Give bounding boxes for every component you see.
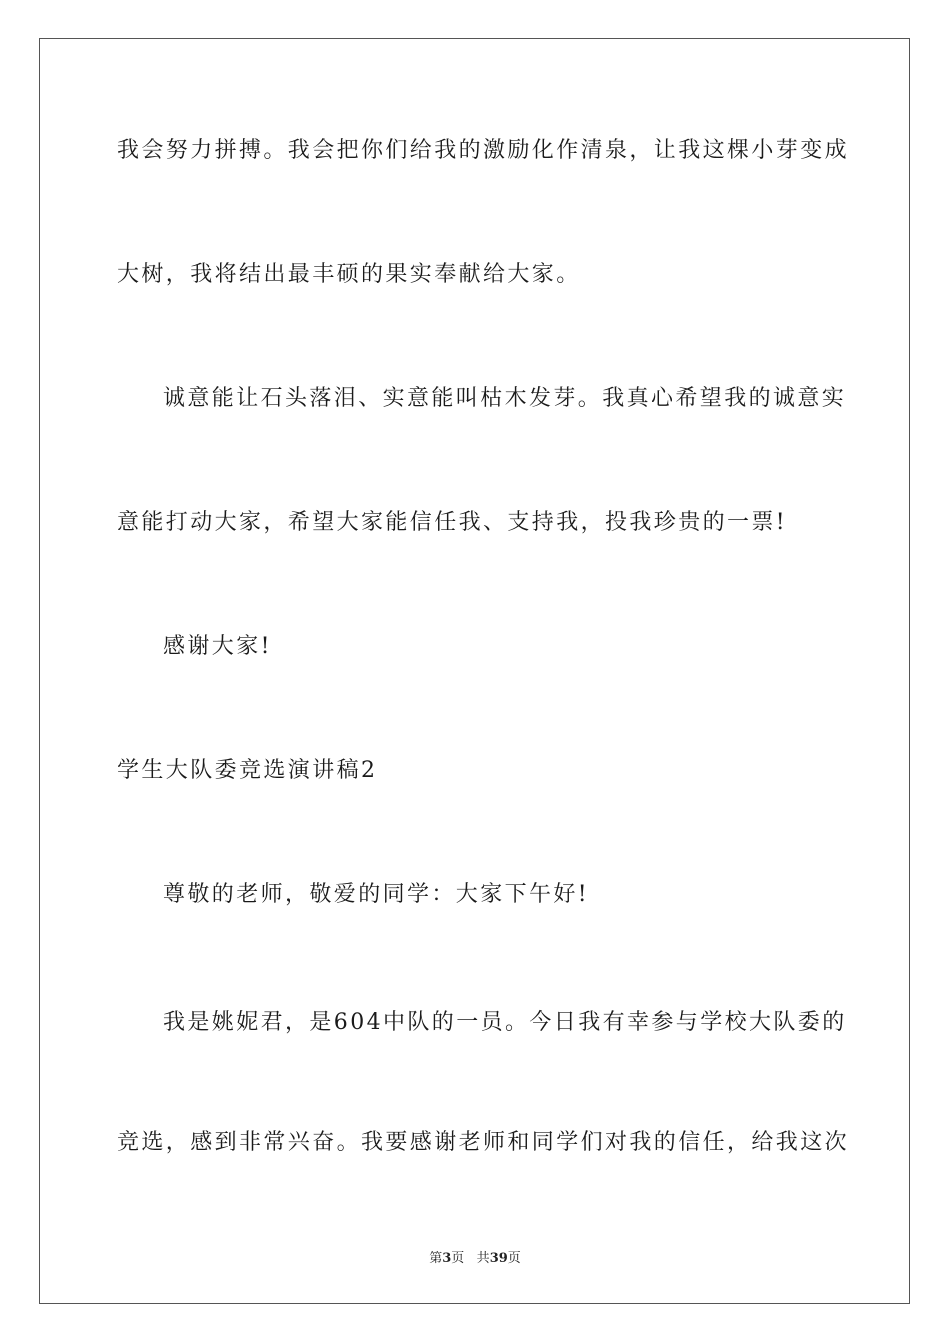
- body-text-line: 竞选，感到非常兴奋。我要感谢老师和同学们对我的信任，给我这次: [117, 1130, 850, 1155]
- section-heading: 学生大队委竞选演讲稿2: [117, 758, 378, 783]
- salutation-line: 尊敬的老师，敬爱的同学：大家下午好!: [163, 882, 590, 907]
- paragraph-start-line: 我是姚妮君，是604中队的一员。今日我有幸参与学校大队委的: [163, 1010, 847, 1035]
- body-text-line: 我会努力拼搏。我会把你们给我的激励化作清泉，让我这棵小芽变成: [117, 138, 850, 163]
- page-suffix: 页: [451, 1251, 465, 1266]
- total-pages: 39: [489, 1251, 508, 1266]
- page-prefix: 第: [429, 1251, 443, 1266]
- total-prefix: 共: [476, 1251, 490, 1266]
- body-text-line: 大树，我将结出最丰硕的果实奉献给大家。: [117, 262, 581, 287]
- page-number: 3: [442, 1251, 452, 1266]
- page-border: [39, 38, 910, 1304]
- total-suffix: 页: [507, 1251, 521, 1266]
- body-text-line: 意能打动大家，希望大家能信任我、支持我，投我珍贵的一票!: [117, 510, 788, 535]
- paragraph-start-line: 诚意能让石头落泪、实意能叫枯木发芽。我真心希望我的诚意实: [163, 386, 847, 411]
- paragraph-start-line: 感谢大家!: [163, 634, 272, 659]
- page-footer: [0, 1247, 950, 1266]
